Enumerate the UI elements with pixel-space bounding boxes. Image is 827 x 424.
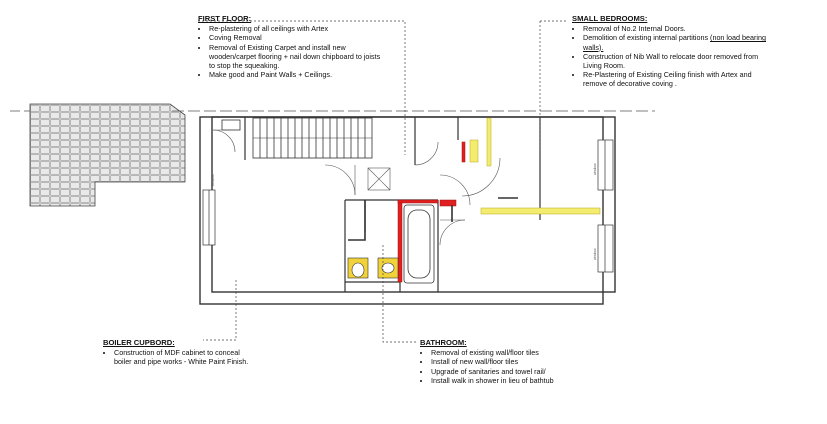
note-boiler-cupboard	[103, 338, 253, 367]
list-item: • Install of new wall/floor tiles	[431, 357, 600, 366]
note-list	[572, 24, 772, 88]
svg-text:window: window	[211, 174, 215, 186]
note-list	[198, 24, 388, 79]
sanitaries	[348, 258, 398, 278]
note-heading: SMALL BEDROOMS:	[572, 14, 648, 23]
note-heading: BOILER CUPBORD:	[103, 338, 175, 347]
note-list	[103, 348, 253, 366]
loft-hatch	[368, 168, 390, 190]
list-item: • Make good and Paint Walls + Ceilings.	[209, 70, 388, 79]
list-item: • Construction of Nib Wall to relocate door removed from Living Room.	[583, 52, 772, 70]
list-item-underlined-text: (non load bearing walls).	[583, 33, 766, 52]
bathtub	[404, 205, 434, 283]
list-item: • Removal of No.2 Internal Doors.	[583, 24, 772, 33]
list-item: • Upgrade of sanitaries and towel rail/	[431, 367, 600, 376]
list-item: • Re-Plastering of Existing Ceiling finish with Artex and remove of decorative coving .	[583, 70, 772, 88]
list-item: • Install walk in shower in lieu of bathtub	[431, 376, 600, 385]
note-heading: FIRST FLOOR:	[198, 14, 252, 23]
note-heading: BATHROOM:	[420, 338, 467, 347]
note-list	[420, 348, 600, 385]
list-item-text: Demolition of existing internal partitions	[583, 33, 711, 43]
pipework	[348, 198, 518, 240]
list-item: • Removal of existing wall/floor tiles	[431, 348, 600, 357]
roof-tiles-area	[30, 104, 185, 206]
svg-text:window: window	[593, 163, 597, 175]
note-small-bedrooms	[572, 14, 772, 89]
demolished-partitions	[470, 118, 600, 214]
note-bathroom	[420, 338, 600, 385]
note-first-floor	[198, 14, 388, 79]
list-item: • Construction of MDF cabinet to conceal boiler and pipe works - White Paint Finish.	[114, 348, 253, 366]
svg-text:window: window	[593, 248, 597, 260]
list-item: • Coving Removal	[209, 33, 388, 42]
list-item	[583, 33, 772, 51]
list-item: • Re-plastering of all ceilings with Artex	[209, 24, 388, 33]
list-item: • Removal of Existing Carpet and install new wooden/carpet flooring + nail down chipboard to joists to stop the squeaking.	[209, 43, 388, 71]
door-swings	[213, 130, 500, 245]
